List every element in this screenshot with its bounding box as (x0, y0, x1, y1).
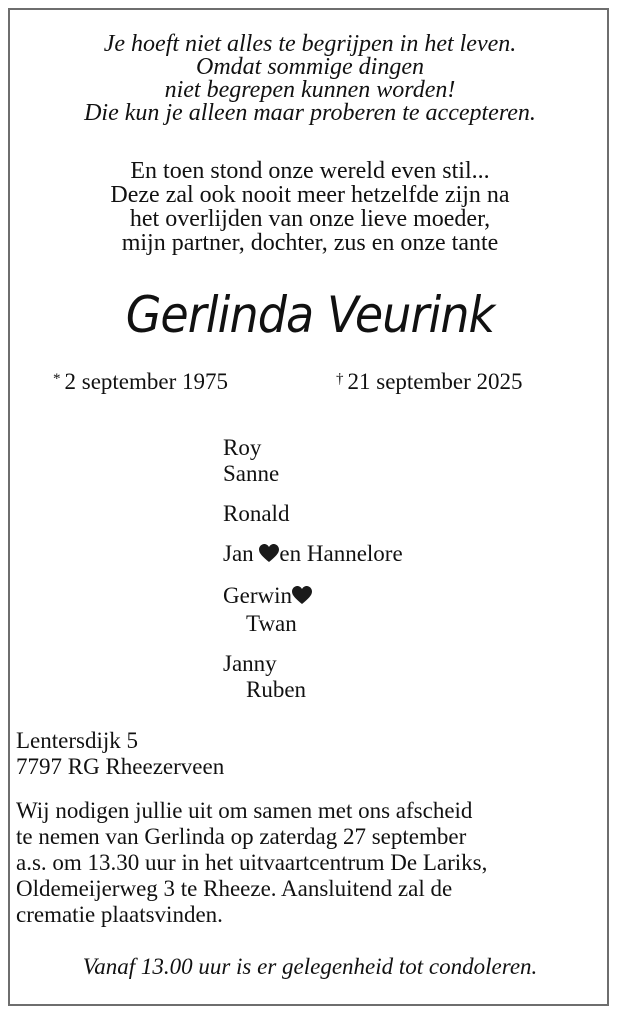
address-street: Lentersdijk 5 (16, 728, 138, 753)
deceased-name: Gerlinda Veurink (125, 286, 495, 344)
family-member: Janny (223, 651, 277, 676)
birth-symbol: * (53, 371, 61, 387)
intro-text (0, 159, 620, 255)
heart-icon (259, 543, 279, 569)
intro-line: mijn partner, dochter, zus en onze tante (121, 230, 499, 256)
death-date-line (336, 369, 523, 395)
family-group (223, 541, 403, 569)
family-member: Sanne (223, 461, 280, 486)
invitation-line: a.s. om 13.30 uur in het uitvaartcentrum De Lariks, (16, 850, 488, 875)
invitation-line: Wij nodigen jullie uit om samen met ons afscheid (16, 798, 473, 823)
heart-icon (292, 585, 312, 611)
poem-line: Je hoeft niet alles te begrijpen in het leven. (103, 31, 517, 57)
family-group (223, 583, 403, 637)
family-list (223, 435, 403, 717)
invitation-text (16, 798, 487, 928)
intro-line: En toen stond onze wereld even stil... (130, 158, 490, 184)
intro-line: Deze zal ook nooit meer hetzelfde zijn na (110, 182, 510, 208)
birth-date-line (53, 369, 228, 395)
poem-line: Die kun je alleen maar proberen te accepteren. (84, 100, 536, 126)
address-city: 7797 RG Rheezerveen (16, 754, 225, 779)
family-member: en Hannelore (279, 541, 403, 566)
death-date: 21 september 2025 (347, 369, 523, 394)
family-member: Roy (223, 435, 262, 460)
birth-date: 2 september 1975 (64, 369, 229, 394)
address-block (16, 728, 224, 780)
condolence-note: Vanaf 13.00 uur is er gelegenheid tot condoleren. (82, 954, 538, 979)
invitation-line: te nemen van Gerlinda op zaterdag 27 september (16, 824, 467, 849)
family-group (223, 651, 403, 703)
family-member: Twan (246, 611, 297, 636)
invitation-line: crematie plaatsvinden. (16, 902, 223, 927)
family-group (223, 501, 403, 527)
invitation-line: Oldemeijerweg 3 te Rheeze. Aansluitend zal de (16, 876, 453, 901)
family-group (223, 435, 403, 487)
family-member: Ronald (223, 501, 290, 526)
family-member: Gerwin (223, 583, 292, 608)
poem-line: niet begrepen kunnen worden! (164, 77, 456, 103)
death-symbol: † (336, 371, 344, 387)
intro-line: het overlijden van onze lieve moeder, (129, 206, 491, 232)
family-member: Jan (223, 541, 254, 566)
poem-line: Omdat sommige dingen (196, 54, 424, 80)
family-member: Ruben (246, 677, 307, 702)
poem (0, 33, 620, 125)
